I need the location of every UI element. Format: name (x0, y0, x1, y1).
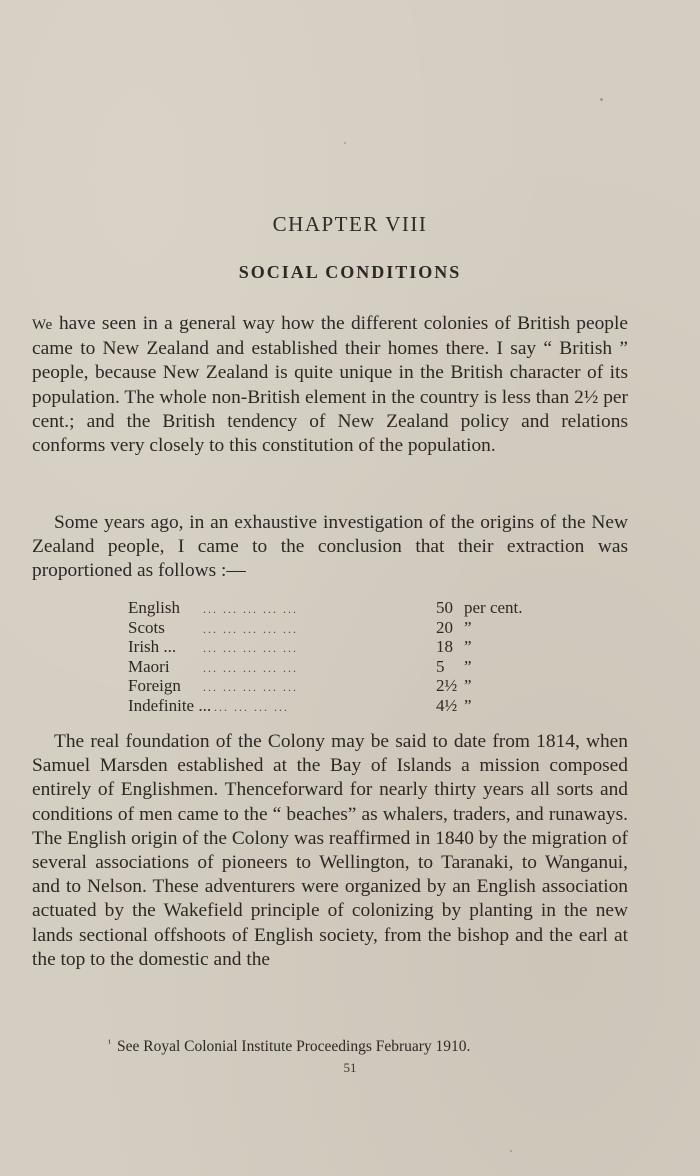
chapter-number: CHAPTER VIII (272, 212, 428, 236)
paper-speck (510, 1150, 512, 1152)
footnote (108, 1038, 608, 1056)
origin-row (128, 676, 528, 696)
paragraph-1-lead-in: We (32, 317, 53, 333)
origin-row (128, 598, 528, 618)
chapter-title: SOCIAL CONDITIONS (238, 262, 462, 282)
origin-unit: ” (464, 656, 472, 676)
leader-dots: ... ... ... ... ... (203, 660, 298, 675)
origin-unit: per cent. (464, 598, 523, 617)
leader-dots: ... ... ... ... ... (203, 680, 298, 695)
leader-dots: ... ... ... ... (214, 699, 289, 714)
paper-speck (600, 98, 603, 101)
leader-dots: ... ... ... ... ... (203, 602, 298, 616)
origin-unit: ” (464, 695, 472, 715)
paragraph-2-text: Some years ago, in an exhaustive investigation of the origins of the New Zealand people, I came to the conclusion that their extraction was proportioned as follows :— (32, 512, 628, 582)
paragraph-2 (32, 511, 628, 584)
origin-row (128, 696, 528, 716)
origin-unit: ” (464, 617, 472, 637)
paragraph-1-text: have seen in a general way how the different colonies of British people came to New Zealand and established their homes there. I say “ British ” people, because New Zealand is quite unique in the British character of its population. The whole non-British element in the country is less than 2½ per cent.; and the British tendency of New Zealand policy and relations conforms very closely to this constitution of the population. (32, 313, 628, 457)
origin-row (128, 637, 528, 657)
origin-value: 5 (436, 656, 445, 676)
page-number: 51 (343, 1060, 357, 1075)
origin-name: Scots (128, 617, 165, 637)
origins-table (128, 598, 528, 716)
origin-unit: ” (464, 676, 472, 696)
origin-value: 50 (436, 598, 453, 617)
origin-name: English (128, 598, 180, 617)
leader-dots: ... ... ... ... ... (203, 641, 298, 656)
footnote-marker: ¹ (108, 1038, 111, 1049)
paper-speck (344, 142, 346, 144)
paragraph-1 (32, 312, 628, 458)
origin-value: 18 (436, 637, 453, 657)
paragraph-3 (32, 730, 628, 972)
origin-name: Foreign (128, 676, 181, 696)
origin-value: 20 (436, 617, 453, 637)
paragraph-3-text: The real foundation of the Colony may be said to date from 1814, when Samuel Marsden established at the Bay of Islands a mission composed entirely of Englishmen. Thenceforward for nearly thirty years all sorts and conditions of men came to the “ beaches” as whalers, traders, and runaways. The English origin of the Colony was reaffirmed in 1840 by the migration of several associations of pioneers to Wellington, to Taranaki, to Wanganui, and to Nelson. These adventurers were organized by an English association actuated by the Wakefield principle of colonizing by planting in the new lands sectional offshoots of English society, from the bishop and the earl at the top to the domestic and the (32, 731, 628, 970)
origin-unit: ” (464, 637, 472, 657)
origin-name: Indefinite ... (128, 695, 212, 715)
origin-row (128, 657, 528, 677)
origin-name: Maori (128, 656, 170, 676)
origin-value: 2½ (436, 676, 458, 696)
origin-row (128, 618, 528, 638)
origin-value: 4½ (436, 695, 458, 715)
leader-dots: ... ... ... ... ... (203, 621, 298, 636)
footnote-text: See Royal Colonial Institute Proceedings February 1910. (117, 1038, 471, 1055)
origin-name: Irish ... (128, 637, 177, 657)
